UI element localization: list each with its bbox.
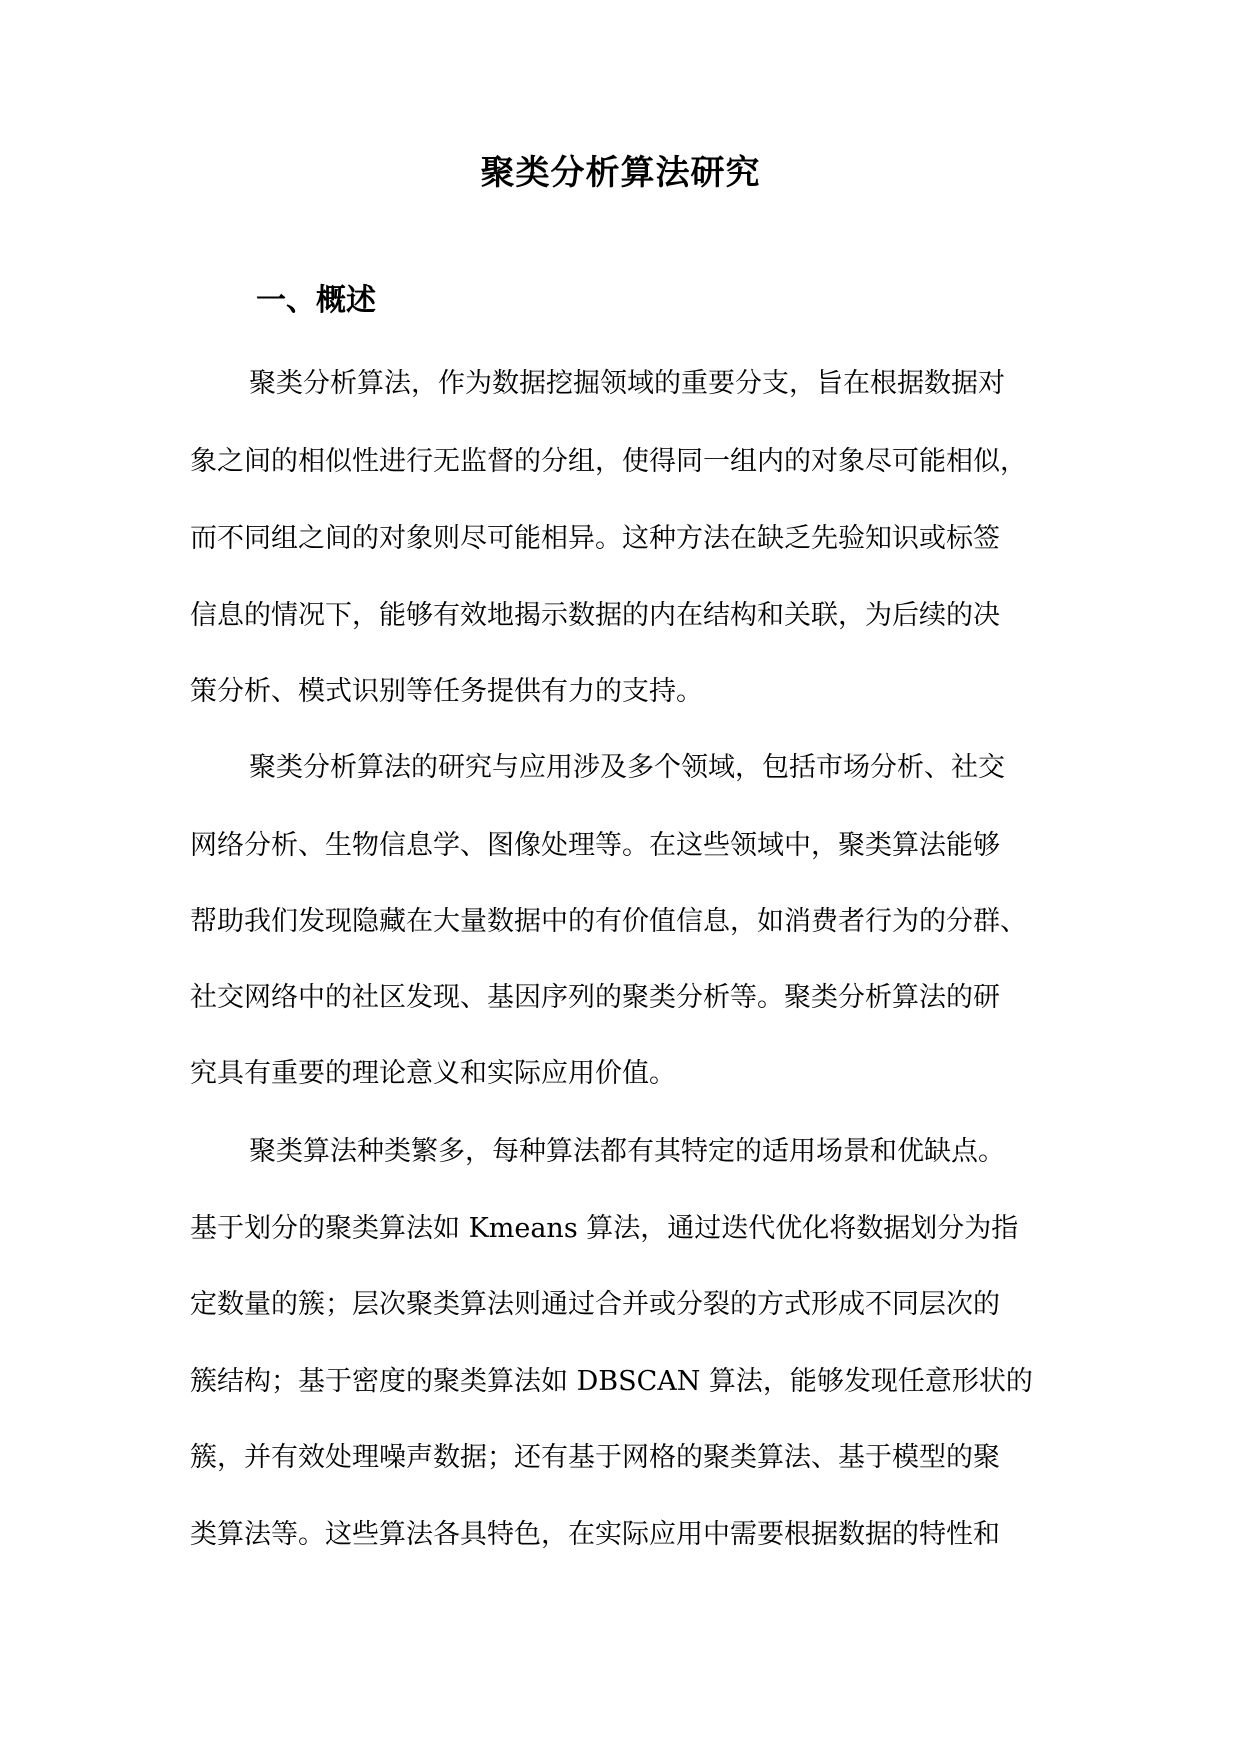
paragraph-line: 究具有重要的理论意义和实际应用价值。 xyxy=(190,1058,676,1089)
paragraph-line: 聚类算法种类繁多，每种算法都有其特定的适用场景和优缺点。 xyxy=(249,1136,1005,1167)
paragraph-line: 策分析、模式识别等任务提供有力的支持。 xyxy=(190,676,703,707)
paragraph-line: 信息的情况下，能够有效地揭示数据的内在结构和关联，为后续的决 xyxy=(190,600,1000,631)
paragraph-line: 基于划分的聚类算法如 Kmeans 算法，通过迭代优化将数据划分为指 xyxy=(190,1213,1019,1244)
paragraph-line: 聚类分析算法，作为数据挖掘领域的重要分支，旨在根据数据对 xyxy=(249,368,1005,399)
paragraph-line: 聚类分析算法的研究与应用涉及多个领域，包括市场分析、社交 xyxy=(249,752,1005,783)
paragraph-line: 簇结构；基于密度的聚类算法如 DBSCAN 算法，能够发现任意形状的 xyxy=(190,1366,1033,1397)
paragraph-line: 类算法等。这些算法各具特色，在实际应用中需要根据数据的特性和 xyxy=(190,1519,1000,1550)
paragraph-line: 定数量的簇；层次聚类算法则通过合并或分裂的方式形成不同层次的 xyxy=(190,1289,1000,1320)
paragraph-line: 网络分析、生物信息学、图像处理等。在这些领域中，聚类算法能够 xyxy=(190,830,1000,861)
paragraph-line: 象之间的相似性进行无监督的分组，使得同一组内的对象尽可能相似， xyxy=(190,446,1027,477)
document-title: 聚类分析算法研究 xyxy=(480,153,761,193)
paragraph-line: 簇，并有效处理噪声数据；还有基于网格的聚类算法、基于模型的聚 xyxy=(190,1442,1000,1473)
paragraph-line: 帮助我们发现隐藏在大量数据中的有价值信息，如消费者行为的分群、 xyxy=(190,906,1027,937)
section-heading-overview: 一、概述 xyxy=(256,283,376,318)
paragraph-line: 而不同组之间的对象则尽可能相异。这种方法在缺乏先验知识或标签 xyxy=(190,523,1000,554)
paragraph-line: 社交网络中的社区发现、基因序列的聚类分析等。聚类分析算法的研 xyxy=(190,982,1000,1013)
